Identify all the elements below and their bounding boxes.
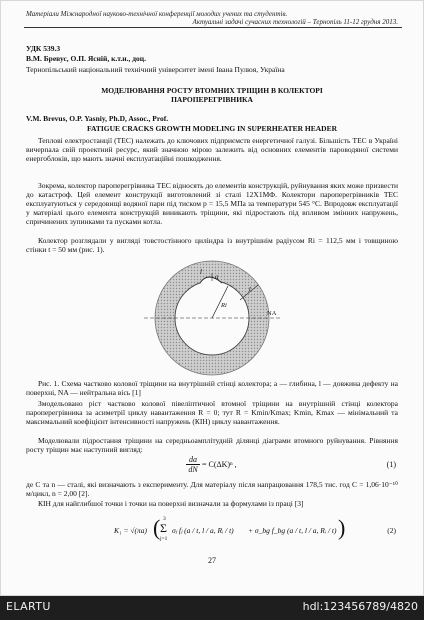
affiliation: Тернопільський національний технічний університет імені Івана Пулюя, Україна (26, 65, 285, 74)
header-line-2: Актуальні задачі сучасних технологій – Тернопіль 11-12 грудня 2013. (192, 18, 398, 27)
paragraph-7: КІН для найглибшої точки і точки на поверхні визначали за формулами із праці [3] (38, 499, 304, 508)
eq2-sum-top: 3 (163, 516, 166, 522)
eq2-sum-sign: Σ (160, 521, 167, 535)
eq1-number: (1) (386, 460, 396, 469)
header-rule (24, 27, 402, 28)
eq2-number: (2) (387, 526, 396, 535)
equation-2 (26, 515, 398, 544)
eq2-close-paren: ) (338, 515, 346, 540)
paragraph-2: Зокрема, колектор пароперегрівника ТЕС відносять до елементів конструкцій, руйнування яких може призвести до катастроф. Цей елемент конструкції виготовлений зі сталі 12Х1МФ. Колектори пароперегрівників ТЕС експлуатуються у середовищі водяної пари під тиском p = 15,5 МПа за температури 545 °С. Впродовж експлуатації у матеріалі цього елемента конструкцій виникають тріщини, які підростають під впливом змінних напружень, спричинених зупинками та пусками котла. (26, 181, 398, 226)
paragraph-5: Моделювали підростання тріщини на середньоамплітудній ділянці діаграми втомного руйнування. Рівняння росту тріщин має наступний вигляд: (26, 436, 398, 454)
equation-1 (26, 455, 398, 479)
eq2-tail: + σ_bg f_bg (a / t, l / a, Rᵢ / t) (248, 526, 337, 535)
eq1-numerator: da (186, 455, 200, 465)
figure-label-NA: NA (267, 310, 277, 317)
header-line-1: Матеріали Міжнародної науково-технічної конференції молодих учених та студентів. (26, 10, 288, 18)
eq2-body: σⱼ fⱼ (a / t, l / a, Rᵢ / t) (172, 526, 234, 535)
title-ua: МОДЕЛЮВАННЯ РОСТУ ВТОМНИХ ТРІЩИН В КОЛЕКТОРІ ПАРОПЕРЕГРІВНИКА (101, 86, 323, 104)
conference-header (26, 10, 398, 27)
eq2-open-paren: ( (153, 515, 161, 540)
eq2-sum-bottom: j=1 (160, 536, 168, 542)
eq1-rhs: = C(ΔK)ⁿ , (202, 460, 237, 469)
handle-link[interactable]: hdl:123456789/4820 (302, 600, 418, 613)
paragraph-6: де C та n — сталі, які визначають з експерименту. Для матеріалу після напрацювання 178,5 тис. год C = 1,06·10⁻¹⁰ м/цикл, n = 2,00 [2]. (26, 480, 398, 498)
authors-ua: В.М. Бревус, О.П. Ясній, к.т.н., доц. (26, 54, 146, 63)
figure-label-Ri: Ri (221, 302, 227, 309)
figure-label-l: l (200, 268, 202, 276)
paragraph-4: Змодельовано ріст частково колової півеліптичної втомної тріщини на внутрішній стінці колектора пароперегрівника за асиметрії циклу навантаження R = 0; тут R = Kmin/Kmax; Kmin, Kmax — мінімальний та максимальний коефіцієнт інтенсивності напружень (КІН) циклу навантаження. (26, 399, 398, 426)
title-en: FATIGUE CRACKS GROWTH MODELING IN SUPERHEATER HEADER (86, 124, 338, 133)
crack-schematic-figure (142, 257, 282, 377)
figure-label-t: t (249, 285, 251, 293)
paragraph-1: Теплові електростанції (ТЕС) належать до ключових підприємств енергетичної галузі. Більшість ТЕС в Україні вичерпала свій проектний ресурс, який значною мірою залежить від основних елементів пароводяної системи енергоблоків, що мають значні експлуатаційні пошкодження. (26, 136, 398, 163)
udc-code: УДК 539.3 (26, 44, 61, 53)
paragraph-3: Колектор розглядали у вигляді товстостінного циліндра із внутрішнім радіусом Ri = 112,5 мм і товщиною стінки t = 50 мм (рис. 1). (26, 236, 398, 254)
repository-name: ELARTU (6, 600, 51, 613)
page-number: 27 (208, 556, 216, 565)
eq2-lhs: K₁ = √(πa) (114, 526, 148, 535)
eq1-denominator: dN (188, 465, 198, 474)
figure-caption: Рис. 1. Схема частково колової тріщини на внутрішній стінці колектора; a — глибина, l — довжина дефекту на поверхні, NA — нейтральна вісь [1] (26, 379, 398, 397)
viewer-bottom-bar (0, 596, 424, 620)
authors-en: V.M. Brevus, O.P. Yasniy, Ph.D, Assoc., Prof. (26, 114, 169, 123)
figure-label-a: a (215, 273, 219, 281)
